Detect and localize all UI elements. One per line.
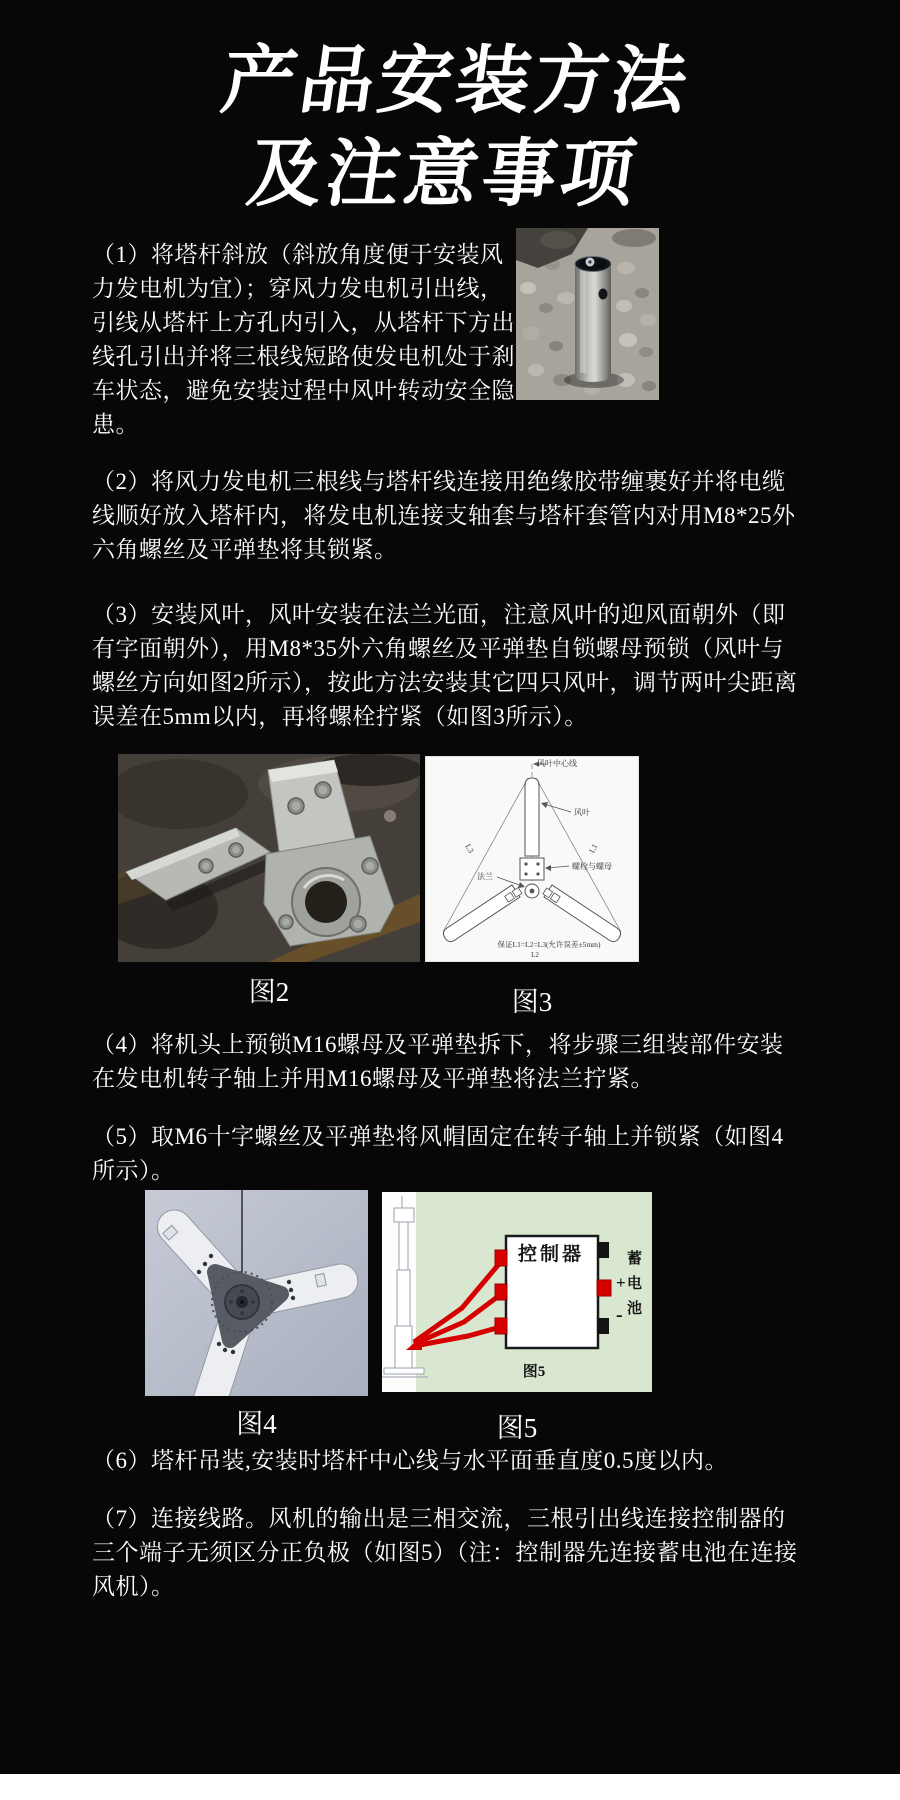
fig3-label-blade: 风叶 <box>574 808 590 817</box>
step-4-text: （4）将机头上预锁M16螺母及平弹垫拆下，将步骤三组装部件安装在发电机转子轴上并用M16螺母及平弹垫将法兰拧紧。 <box>92 1032 784 1091</box>
title-line-1: 产品安装方法 <box>216 39 697 122</box>
step-5-text: （5）取M6十字螺丝及平弹垫将风帽固定在转子轴上并锁紧（如图4所示）。 <box>92 1124 784 1183</box>
fig3-note: 保证L1=L2=L3(允许误差±5mm) <box>497 940 601 949</box>
fig5-label-controller: 控制器 <box>518 1244 585 1265</box>
figure-wiring-diagram <box>382 1192 652 1392</box>
step-1-text: （1）将塔杆斜放（斜放角度便于安装风力发电机为宜）；穿风力发电机引出线，引线从塔杆上方孔内引入，从塔杆下方出线孔引出并将三根线短路使发电机处于刹车状态，避免安装过程中风叶转动安全隐患。 <box>92 242 515 437</box>
fig5-inner-caption: 图5 <box>522 1364 546 1380</box>
page-title <box>0 34 900 220</box>
fig3-caption: 图3 <box>511 987 553 1017</box>
title-line-2: 及注意事项 <box>242 132 645 215</box>
bottom-bar <box>0 1774 900 1800</box>
fig4-caption: 图4 <box>236 1409 277 1439</box>
fig5-label-plus: + <box>616 1273 626 1292</box>
figure-rotor-render <box>145 1190 368 1396</box>
figure-tower-tube-photo <box>516 228 659 400</box>
fig3-label-flange: 法兰 <box>477 872 493 881</box>
fig2-caption: 图2 <box>248 977 290 1007</box>
fig3-label-l3: L3 <box>463 842 476 855</box>
fig3-label-bolt-nut: 螺栓与螺母 <box>572 862 612 871</box>
blade-bolt-photo-graphic <box>118 754 420 962</box>
step-3-text: （3）安装风叶，风叶安装在法兰光面，注意风叶的迎风面朝外（即有字面朝外），用M8*35外六角螺丝及平弹垫自锁螺母预锁（风叶与螺丝方向如图2所示），按此方法安装其它四只风叶，调节两叶尖距离误差在5mm以内，再将螺栓拧紧（如图3所示）。 <box>92 602 798 729</box>
rotor-render-graphic <box>145 1190 368 1396</box>
fig3-label-l1: L1 <box>587 842 600 855</box>
fig5-label-minus: - <box>616 1304 623 1326</box>
blade-assembly-diagram-graphic <box>425 756 639 962</box>
step-6-text: （6）塔杆吊装,安装时塔杆中心线与水平面垂直度0.5度以内。 <box>92 1448 728 1473</box>
wiring-diagram-graphic <box>382 1192 652 1392</box>
fig3-label-centerline: 风叶中心线 <box>537 759 577 768</box>
figure-blade-assembly-diagram <box>425 756 639 962</box>
fig3-label-l2: L2 <box>531 951 539 959</box>
step-2-text: （2）将风力发电机三根线与塔杆线连接用绝缘胶带缠裹好并将电缆线顺好放入塔杆内，将发电机连接支轴套与塔杆套管内对用M8*25外六角螺丝及平弹垫将其锁紧。 <box>92 469 796 562</box>
tower-tube-photo-graphic <box>516 228 659 400</box>
figure-blade-bolt-photo <box>118 754 420 962</box>
fig5-caption: 图5 <box>496 1413 538 1443</box>
step-7-text: （7）连接线路。风机的输出是三相交流，三根引出线连接控制器的三个端子无须区分正负极（如图5）（注：控制器先连接蓄电池在连接风机）。 <box>92 1506 798 1599</box>
fig5-label-battery: 蓄电池 <box>625 1250 641 1325</box>
